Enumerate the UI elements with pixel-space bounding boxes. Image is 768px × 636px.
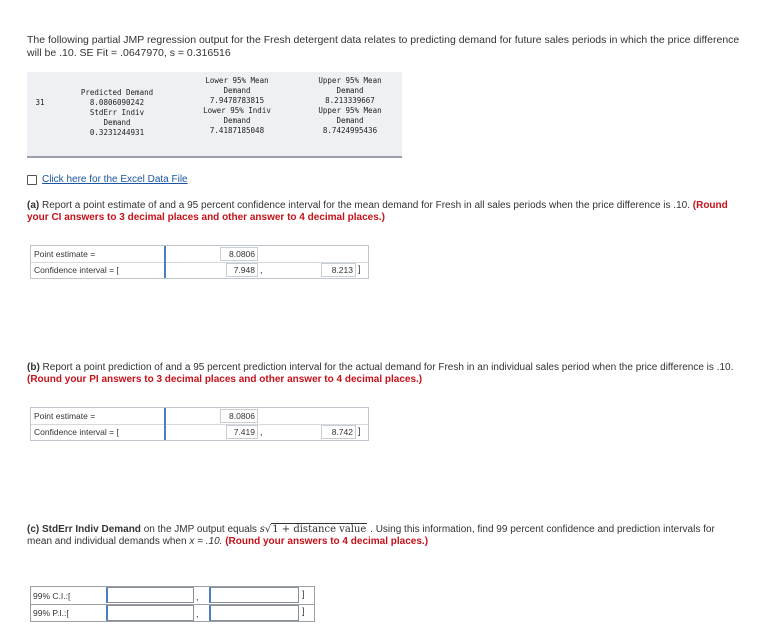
jmp-col2-line: Demand [223, 86, 251, 95]
jmp-col3-line: Upper 95% Mean [318, 76, 382, 85]
question-a-prefix: (a) [27, 200, 40, 211]
lower-bound-input-a[interactable]: 7.948 [226, 263, 258, 277]
pi-comma: , [196, 609, 199, 619]
jmp-col1 [57, 88, 177, 138]
question-b [27, 362, 739, 386]
question-b-prefix: (b) [27, 362, 40, 373]
question-a [27, 200, 739, 224]
question-b-text: Report a point prediction of and a 95 percent prediction interval for the actual demand for Fresh in an individual sales period when the price difference is .10. [39, 362, 734, 373]
sqrt-content: 1 + distance value [272, 524, 367, 535]
ci-99-lower-input[interactable] [106, 587, 194, 603]
excel-link-text: Click here for the Excel Data File [42, 174, 188, 185]
sqrt-symbol-icon: √ [264, 524, 272, 535]
intro-text: The following partial JMP regression output for the Fresh detergent data relates to predicting demand for future sales periods in which the price difference will be .10. SE Fit = .0647970, s = 0.316516 [27, 34, 740, 59]
jmp-col1-line: 0.3231244931 [89, 128, 145, 137]
upper-bound-input-b[interactable]: 8.742 [321, 425, 356, 439]
ci-99-label: 99% C.I.:[ [33, 591, 71, 601]
ci-comma: , [196, 592, 199, 602]
jmp-col1-line: Demand [103, 118, 131, 127]
close-bracket-b: ] [358, 426, 361, 436]
question-c-prefix: (c) [27, 524, 40, 535]
question-c [27, 524, 739, 548]
jmp-col3-line: 8.7424995436 [322, 126, 378, 135]
jmp-col3-line: Upper 95% Mean [318, 106, 382, 115]
point-estimate-input-a[interactable]: 8.0806 [220, 247, 258, 261]
jmp-col3 [295, 76, 405, 136]
pi-99-label: 99% P.I.:[ [33, 608, 69, 618]
jmp-col3-line: Demand [336, 86, 364, 95]
jmp-col2-line: Lower 95% Indiv [203, 106, 271, 115]
question-b-instruction: (Round your PI answers to 3 decimal places and other answer to 4 decimal places.) [27, 374, 423, 385]
comma-a: , [260, 265, 263, 275]
jmp-output [27, 72, 402, 158]
jmp-col3-line: Demand [336, 116, 364, 125]
jmp-col2-line: 7.9478783815 [209, 96, 265, 105]
jmp-col2-line: 7.4187185048 [209, 126, 265, 135]
answer-table-b [30, 407, 369, 441]
question-c-text2: . Using this information, find 99 percent confidence and prediction intervals for mean and individual demands when [27, 524, 715, 547]
question-a-instruction: (Round your CI answers to 3 decimal places and other answer to 4 decimal places.) [27, 200, 728, 223]
confidence-interval-label-b: Confidence interval = [ [34, 427, 119, 437]
excel-data-link[interactable] [32, 174, 188, 185]
ci-close-bracket: ] [302, 589, 305, 599]
pi-99-lower-input[interactable] [106, 605, 194, 621]
s-symbol: s [259, 524, 265, 535]
question-c-instruction: (Round your answers to 4 decimal places.) [222, 536, 429, 547]
jmp-col2-line: Demand [223, 116, 251, 125]
jmp-col2-line: Lower 95% Mean [205, 76, 269, 85]
confidence-interval-label-a: Confidence interval = [ [34, 265, 119, 275]
answer-table-c [30, 586, 315, 622]
lower-bound-input-b[interactable]: 7.419 [226, 425, 258, 439]
pi-99-upper-input[interactable] [209, 605, 299, 621]
ci-99-upper-input[interactable] [209, 587, 299, 603]
answer-table-a [30, 245, 369, 279]
jmp-row-number: 31 [35, 98, 45, 107]
jmp-col1-line: StdErr Indiv [89, 108, 145, 117]
x-value: x = .10. [189, 536, 223, 547]
jmp-col1-line: 8.0806090242 [89, 98, 145, 107]
question-c-text1: on the JMP output equals [140, 524, 260, 535]
question-c-lead: StdErr Indiv Demand [39, 524, 141, 535]
question-a-text: Report a point estimate of and a 95 percent confidence interval for the mean demand for Fresh in all sales periods when the price difference is .10. [39, 200, 693, 211]
point-estimate-input-b[interactable]: 8.0806 [220, 409, 258, 423]
close-bracket-a: ] [358, 264, 361, 274]
pi-close-bracket: ] [302, 606, 305, 616]
comma-b: , [260, 427, 263, 437]
jmp-col2 [177, 76, 297, 136]
jmp-col1-line: Predicted Demand [80, 88, 154, 97]
point-estimate-label-a: Point estimate = [34, 249, 96, 259]
document-icon [27, 175, 37, 185]
jmp-col3-line: 8.213339667 [325, 96, 375, 105]
point-estimate-label-b: Point estimate = [34, 411, 96, 421]
upper-bound-input-a[interactable]: 8.213 [321, 263, 356, 277]
